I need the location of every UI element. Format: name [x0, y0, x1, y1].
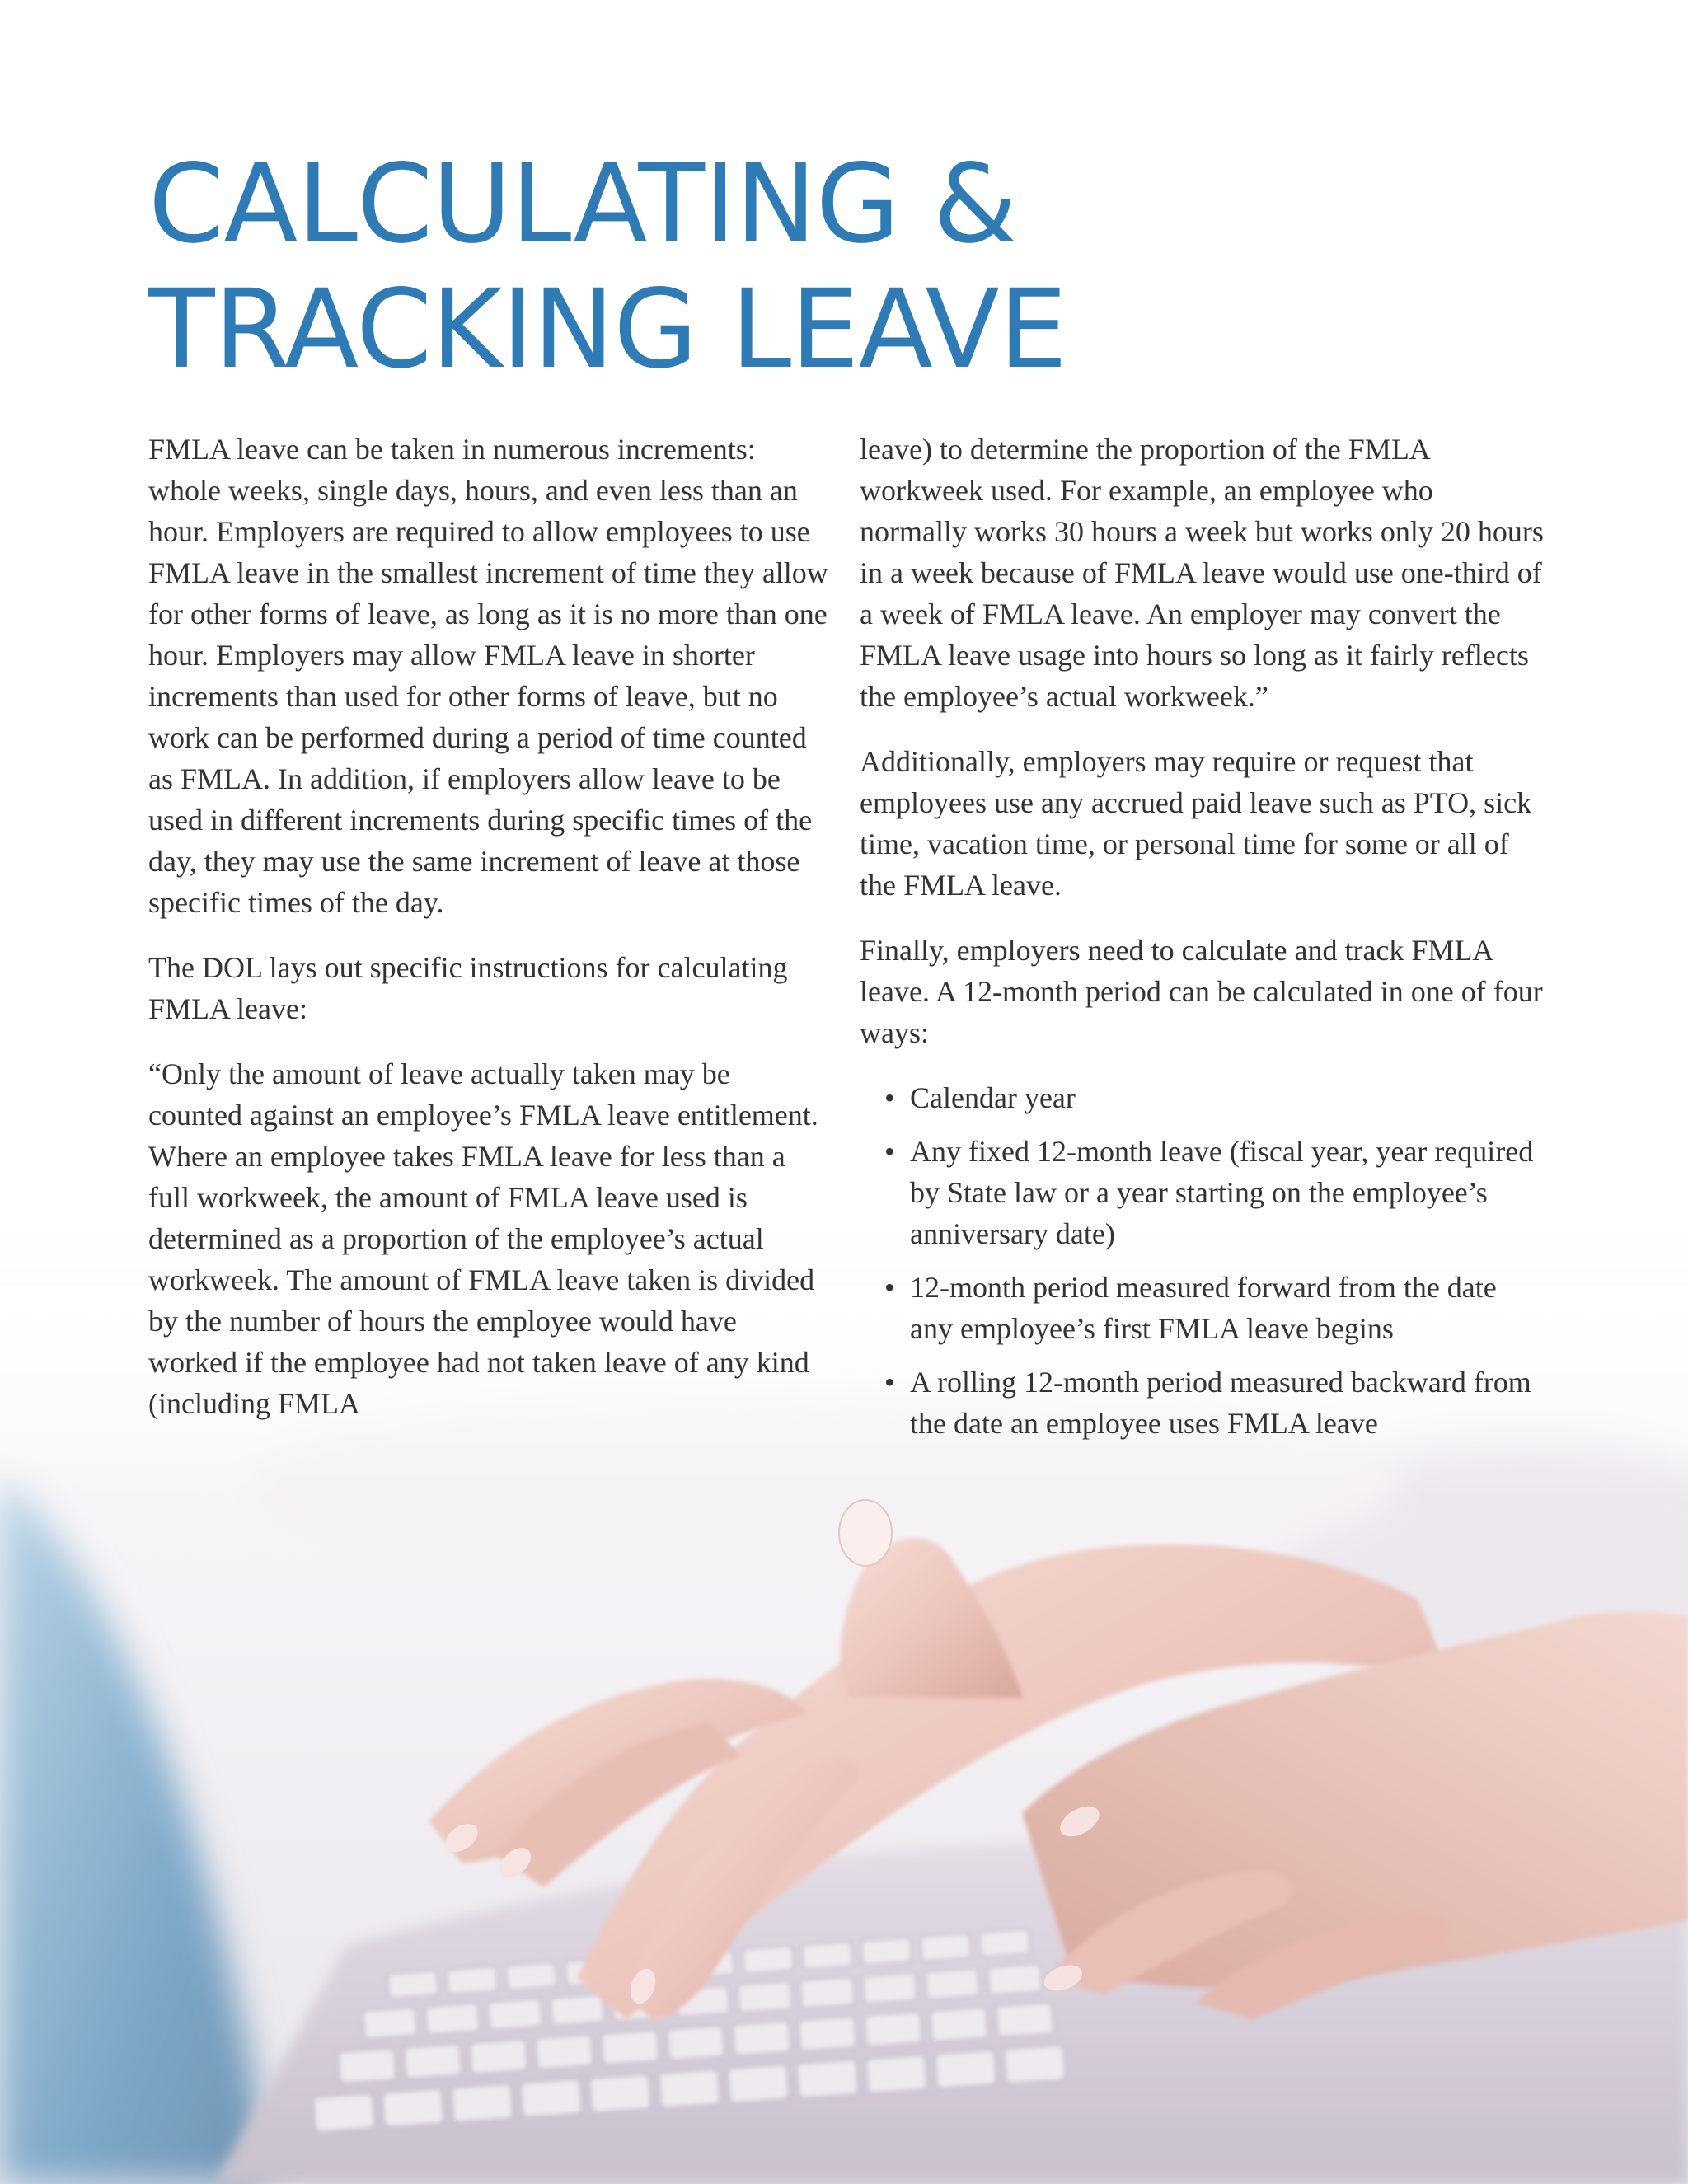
list-item	[860, 1131, 1544, 1254]
paragraph-dol-quote-continued: leave) to determine the proportion of the FMLA workweek used. For example, an employee who normally works 30 hours a week but works only 20 hours in a week because of FMLA leave would use one-third of a week of FMLA leave. An employer may convert the FMLA leave usage into hours so long as it fairly reflects the employee’s actual workweek.”	[860, 433, 1544, 713]
list-item-text: Calendar year	[910, 1081, 1076, 1114]
period-methods-list	[860, 1077, 1544, 1444]
paragraph-dol-quote: “Only the amount of leave actually taken may be counted against an employee’s FMLA leave entitlement. Where an employee takes FMLA leave for less than a full workweek, the amount of FMLA leave used is determined as a proportion of the employee’s actual workweek. The amount of FMLA leave taken is divided by the number of hours the employee would have worked if the employee had not taken leave of any kind (including FMLA	[148, 1057, 818, 1420]
page-title-line-1: CALCULATING &	[148, 141, 1017, 268]
list-item	[860, 1267, 1544, 1349]
paragraph-increments: FMLA leave can be taken in numerous increments: whole weeks, single days, hours, and even less than an hour. Employers are required to allow employees to use FMLA leave in the smallest increment of time they allow for other forms of leave, as long as it is no more than one hour. Employers may allow FMLA leave in shorter increments than used for other forms of leave, but no work can be performed during a period of time counted as FMLA. In addition, if employers allow leave to be used in different increments during specific times of the day, they may use the same increment of leave at those specific times of the day.	[148, 433, 828, 919]
paragraph-paid-leave: Additionally, employers may require or request that employees use any accrued paid leave such as PTO, sick time, vacation time, or personal time for some or all of the FMLA leave.	[860, 745, 1532, 902]
paragraph-dol-instructions: The DOL lays out specific instructions for calculating FMLA leave:	[148, 951, 788, 1025]
bullet-icon: •	[884, 1366, 895, 1399]
list-item-text: 12-month period measured forward from the date any employee’s first FMLA leave begins	[910, 1271, 1497, 1345]
bullet-icon: •	[884, 1081, 895, 1114]
list-item	[860, 1077, 1544, 1118]
list-item-text: Any fixed 12-month leave (fiscal year, year required by State law or a year starting on the employee’s anniversary date)	[910, 1135, 1534, 1250]
list-item	[860, 1361, 1544, 1444]
bullet-icon: •	[884, 1271, 895, 1304]
paragraph-tracking: Finally, employers need to calculate and track FMLA leave. A 12-month period can be calculated in one of four ways:	[860, 934, 1543, 1049]
left-column	[148, 429, 831, 1448]
list-item-text: A rolling 12-month period measured backward from the date an employee uses FMLA leave	[910, 1366, 1531, 1440]
right-column	[860, 429, 1544, 1456]
bullet-icon: •	[884, 1135, 895, 1168]
page-title	[148, 142, 1067, 392]
page-title-line-2: TRACKING LEAVE	[148, 266, 1067, 393]
